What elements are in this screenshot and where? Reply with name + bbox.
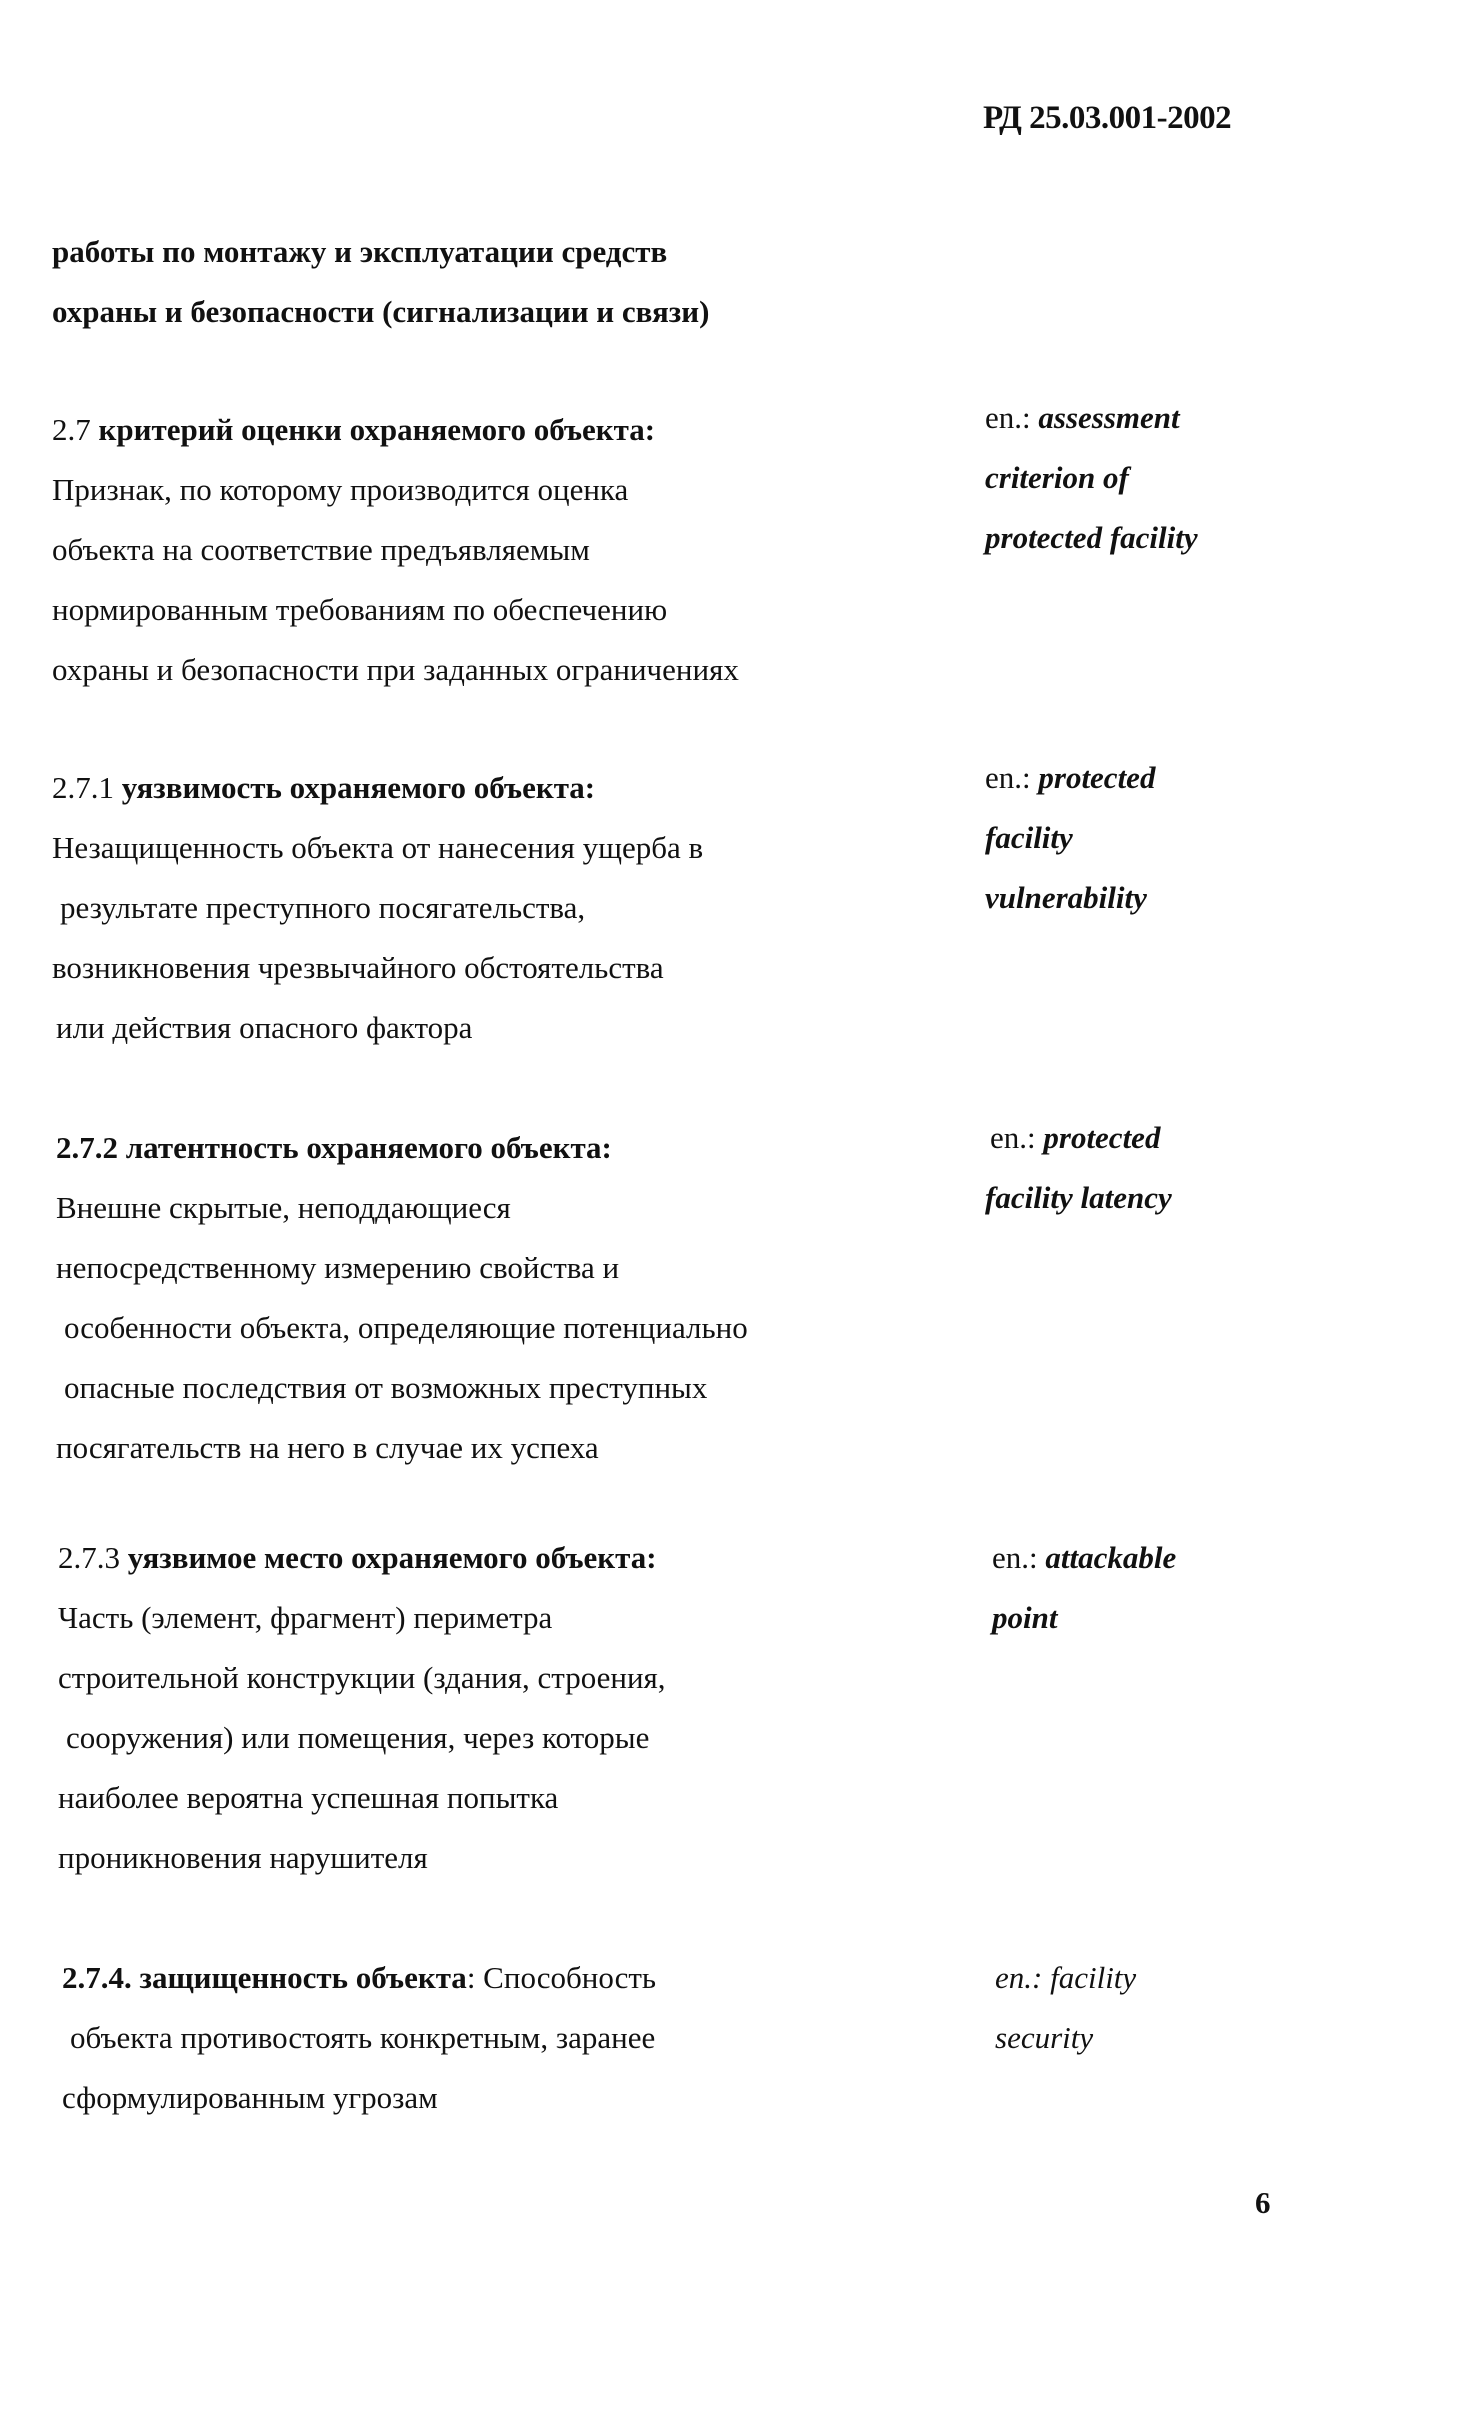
page-number: 6 <box>1255 2185 1271 2220</box>
en-tag: en.: <box>985 760 1031 795</box>
term-heading <box>62 1958 656 1998</box>
en-term-line: assessment <box>1038 400 1180 435</box>
en-term-line: facility <box>1050 1960 1137 1995</box>
english-equivalent <box>985 458 1129 498</box>
english-equivalent <box>985 818 1073 858</box>
en-tag: en.: <box>985 400 1031 435</box>
english-equivalent <box>985 878 1147 918</box>
en-term-line: protected facility <box>985 520 1198 555</box>
definition-line: Признак, по которому производится оценка <box>52 472 629 507</box>
english-equivalent <box>992 1538 1176 1578</box>
term-title: латентность охраняемого объекта: <box>125 1130 612 1165</box>
definition-line: объекта противостоять конкретным, заранее <box>70 2020 656 2055</box>
term-number: 2.7.2 <box>56 1130 118 1165</box>
term-title: уязвимость охраняемого объекта: <box>121 770 596 805</box>
en-term-line: facility <box>985 820 1073 855</box>
english-equivalent <box>985 1178 1172 1218</box>
english-equivalent <box>995 2018 1093 2058</box>
definition-line: наиболее вероятна успешная попытка <box>58 1780 559 1815</box>
term-heading <box>52 768 595 808</box>
en-tag: en.: <box>992 1540 1038 1575</box>
english-equivalent <box>985 518 1198 558</box>
definition-line: или действия опасного фактора <box>56 1010 473 1045</box>
en-term-line: protected <box>1038 760 1156 795</box>
term-number: 2.7.1 <box>52 770 114 805</box>
term-title: критерий оценки охраняемого объекта: <box>98 412 656 447</box>
intro-line-1: работы по монтажу и эксплуатации средств <box>52 234 668 269</box>
definition-line: посягательств на него в случае их успеха <box>56 1430 599 1465</box>
definition-line: опасные последствия от возможных преступных <box>64 1370 708 1405</box>
definition-line: Незащищенность объекта от нанесения ущерба в <box>52 830 704 865</box>
definition-line: Внешне скрытые, неподдающиеся <box>56 1190 511 1225</box>
definition-line: Часть (элемент, фрагмент) периметра <box>58 1600 553 1635</box>
english-equivalent <box>985 398 1180 438</box>
definition-line: строительной конструкции (здания, строения, <box>58 1660 666 1695</box>
term-heading <box>56 1128 612 1168</box>
definition-line: сооружения) или помещения, через которые <box>66 1720 650 1755</box>
term-heading <box>52 410 655 450</box>
en-term-line: attackable <box>1045 1540 1177 1575</box>
english-equivalent <box>985 758 1155 798</box>
definition-line: сформулированным угрозам <box>62 2080 438 2115</box>
en-term-line: criterion of <box>985 460 1129 495</box>
en-term-line: vulnerability <box>985 880 1147 915</box>
definition-line: объекта на соответствие предъявляемым <box>52 532 590 567</box>
document-code: РД 25.03.001-2002 <box>983 100 1232 136</box>
english-equivalent <box>990 1118 1160 1158</box>
term-number: 2.7.3 <box>58 1540 120 1575</box>
definition-line: возникновения чрезвычайного обстоятельства <box>52 950 664 985</box>
term-heading <box>58 1538 657 1578</box>
intro-line-2: охраны и безопасности (сигнализации и связи) <box>52 294 710 329</box>
term-title: защищенность объекта <box>139 1960 467 1995</box>
definition-line: особенности объекта, определяющие потенциально <box>64 1310 748 1345</box>
en-term-line: security <box>995 2020 1094 2055</box>
english-equivalent <box>995 1958 1136 1998</box>
definition-inline: : Способность <box>466 1960 657 1995</box>
term-number: 2.7 <box>52 412 91 447</box>
en-tag: en.: <box>995 1960 1043 1995</box>
en-term-line: facility latency <box>985 1180 1172 1215</box>
definition-line: непосредственному измерению свойства и <box>56 1250 620 1285</box>
definition-line: охраны и безопасности при заданных ограничениях <box>52 652 739 687</box>
english-equivalent <box>992 1598 1057 1638</box>
definition-line: проникновения нарушителя <box>58 1840 428 1875</box>
definition-line: нормированным требованиям по обеспечению <box>52 592 668 627</box>
en-term-line: point <box>992 1600 1058 1635</box>
definition-line: результате преступного посягательства, <box>60 890 586 925</box>
en-term-line: protected <box>1043 1120 1161 1155</box>
en-tag: en.: <box>990 1120 1036 1155</box>
term-title: уязвимое место охраняемого объекта: <box>127 1540 657 1575</box>
term-number: 2.7.4. <box>62 1960 132 1995</box>
